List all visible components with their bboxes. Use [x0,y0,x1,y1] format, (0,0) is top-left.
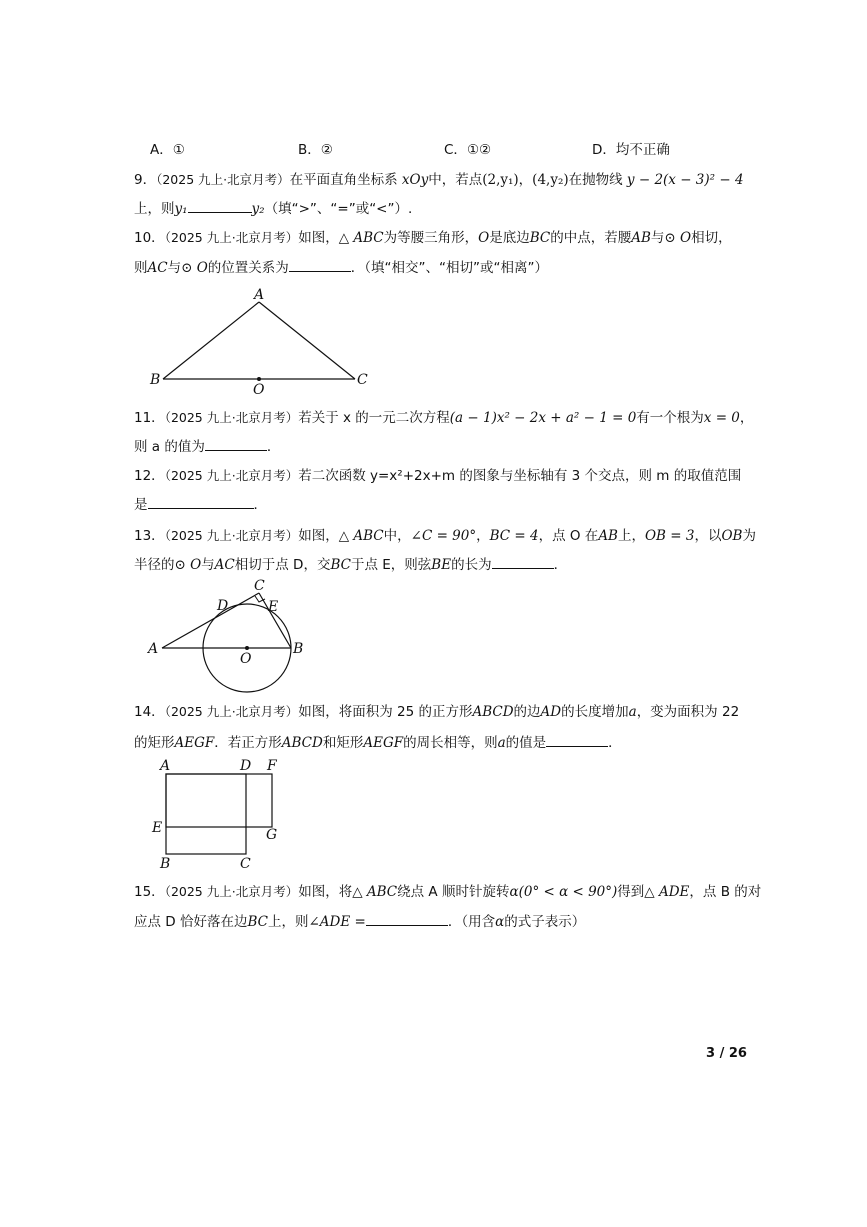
label-c: C [240,856,251,872]
option-d: D．均不正确 [592,142,670,158]
label-o: O [253,382,265,396]
label-f: F [267,758,277,774]
label-b: B [160,856,171,872]
label-o: O [240,651,252,667]
point-o [257,377,261,381]
label-b: B [293,641,304,657]
rectangle-aegf [166,774,272,827]
answer-blank[interactable] [366,911,448,926]
segment-ab [163,302,259,379]
q15-line1: 15．（2025 九上·北京月考）如图，将△ ABC绕点 A 顺时针旋转α(0° < α < 90°)得到△ ADE，点 B 的对 [134,884,762,900]
q12-line1: 12．（2025 九上·北京月考）若二次函数 y=x²+2x+m 的图象与坐标轴有 3 个交点，则 m 的取值范围 [134,468,742,484]
q13-line2: 半径的⊙ O与AC相切于点 D，交BC于点 E，则弦BE的长为 ． [134,554,567,575]
label-b: B [150,372,161,388]
q10-line2: 则AC与⊙ O的位置关系为 ．（填“相交”、“相切”或“相离”） [134,257,548,278]
option-a: A．① [150,142,185,158]
q14-line2: 的矩形AEGF．若正方形ABCD和矩形AEGF的周长相等，则a的值是 ． [134,732,622,753]
answer-blank[interactable] [289,257,351,272]
option-c: C．①② [444,142,492,158]
q14-figure [150,756,290,872]
q13-line1: 13．（2025 九上·北京月考）如图，△ ABC中，∠C = 90°，BC = 4，点 O 在AB上，OB = 3，以OB为 [134,528,756,544]
label-a: A [254,287,265,303]
q9-line1: 9．（2025 九上·北京月考）在平面直角坐标系 xOy中，若点(2,y₁)，(4,y₂)在抛物线 y − 2(x − 3)² − 4 [134,172,744,188]
q11-line1: 11．（2025 九上·北京月考）若关于 x 的一元二次方程(a − 1)x² − 2x + a² − 1 = 0有一个根为x = 0， [134,410,754,426]
label-a: A [160,758,171,774]
segment-ac [162,593,259,648]
answer-blank[interactable] [188,198,252,213]
point-o [245,646,249,650]
segment-ac [259,302,355,379]
label-g: G [266,827,278,843]
q10-line1: 10．（2025 九上·北京月考）如图，△ ABC为等腰三角形，O是底边BC的中点，若腰AB与⊙ O相切， [134,230,732,246]
option-b: B．② [298,142,333,158]
q11-line2: 则 a 的值为 ． [134,436,280,457]
square-abcd [166,774,246,854]
label-a: A [148,641,159,657]
label-e: E [152,820,163,836]
q9-line2: 上，则y₁ y₂（填“>”、“=”或“<”）. [134,198,412,219]
label-e: E [268,599,279,615]
q13-figure [145,578,315,696]
answer-blank[interactable] [148,494,254,509]
answer-blank[interactable] [492,554,554,569]
q14-line1: 14．（2025 九上·北京月考）如图，将面积为 25 的正方形ABCD的边AD的长度增加a，变为面积为 22 [134,704,740,720]
label-c: C [254,578,265,594]
label-c: C [357,372,368,388]
label-d: D [240,758,252,774]
answer-blank[interactable] [546,732,608,747]
label-d: D [217,598,229,614]
q12-line2: 是 ． [134,494,267,515]
q15-line2: 应点 D 恰好落在边BC上，则∠ADE = ．（用含α的式子表示） [134,911,585,932]
page-number: 3 / 26 [706,1046,747,1061]
q10-figure [145,284,375,396]
answer-blank[interactable] [205,436,267,451]
